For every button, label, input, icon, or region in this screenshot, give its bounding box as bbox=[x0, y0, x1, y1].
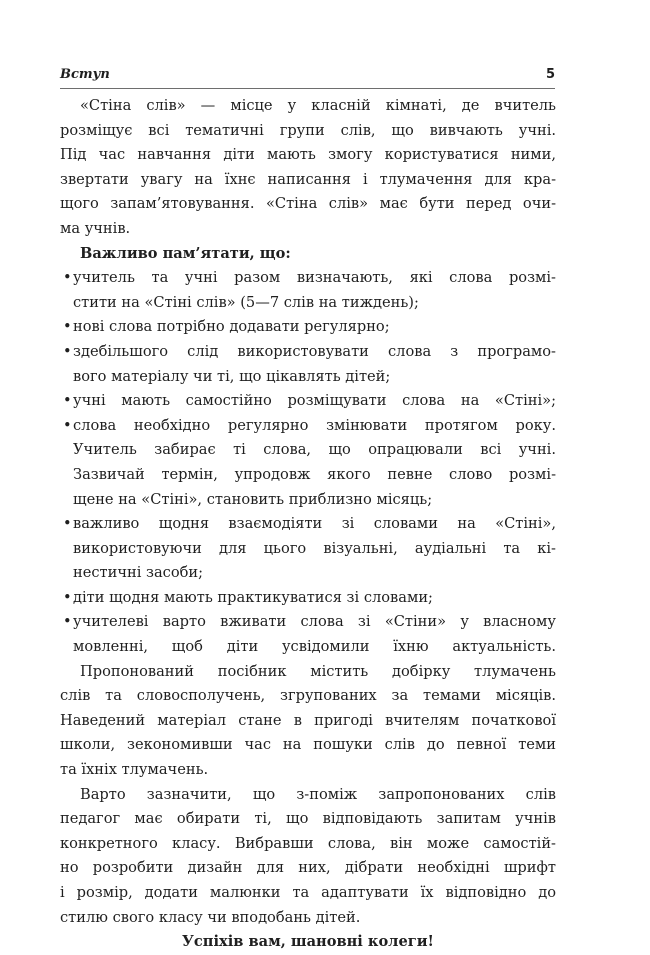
list-item bbox=[60, 586, 556, 611]
closing-wishes: Успіхів вам, шановні колеги! bbox=[182, 933, 434, 951]
paragraph-manual bbox=[60, 660, 556, 783]
text-line: • важливо щодня взаємодіяти зі словами на «Стіні», bbox=[60, 512, 556, 537]
text-line: Під час навчання діти мають змогу користуватися ними, bbox=[60, 146, 556, 164]
text-line: розміщує всі тематичні групи слів, що вивчають учні. bbox=[60, 121, 556, 139]
bullet-icon: • bbox=[63, 269, 72, 287]
text-line: та їхніх тлумачень. bbox=[60, 761, 209, 779]
list-item bbox=[60, 266, 556, 315]
text-line: щене на «Стіні», становить приблизно місяць; bbox=[73, 490, 433, 508]
text-line: слів та словосполучень, згрупованих за темами місяців. bbox=[60, 687, 556, 705]
text-line: • учителеві варто вживати слова зі «Стіни» у власному bbox=[60, 610, 556, 635]
list-item bbox=[60, 512, 556, 586]
bullet-icon: • bbox=[63, 613, 72, 631]
text-line: • нові слова потрібно додавати регулярно; bbox=[60, 315, 556, 340]
text-line: нестичні засоби; bbox=[73, 564, 204, 582]
text-line: • слова необхідно регулярно змінювати протягом року. bbox=[60, 414, 556, 439]
list-item bbox=[60, 340, 556, 389]
text-line: Пропонований посібник містить добірку тлумачень bbox=[80, 662, 556, 680]
list-item bbox=[60, 414, 556, 512]
text-line: мовленні, щоб діти усвідомили їхню актуальність. bbox=[73, 638, 556, 656]
bullet-icon: • bbox=[63, 318, 72, 336]
list-item bbox=[60, 610, 556, 659]
text-line: стилю свого класу чи вподобань дітей. bbox=[60, 908, 361, 926]
bullet-icon: • bbox=[63, 416, 72, 434]
section-title: Вступ bbox=[60, 67, 110, 82]
list-item bbox=[60, 315, 556, 340]
text-line: педагог має обирати ті, що відповідають запитам учнів bbox=[60, 810, 556, 828]
text-line: Наведений матеріал стане в пригоді вчителям початкової bbox=[60, 711, 556, 729]
paragraph-intro bbox=[60, 94, 556, 242]
text-line: «Стіна слів» — місце у класній кімнаті, де вчитель bbox=[80, 97, 556, 114]
text-line: ма учнів. bbox=[60, 219, 131, 237]
text-line: • здебільшого слід використовувати слова з програмо- bbox=[60, 340, 556, 365]
important-heading: Важливо пам’ятати, що: bbox=[80, 244, 291, 262]
text-line: конкретного класу. Вибравши слова, він може самостій- bbox=[60, 834, 556, 852]
bullet-list bbox=[60, 266, 556, 660]
text-line: школи, зекономивши час на пошуки слів до певної теми bbox=[60, 736, 556, 754]
text-line: Учитель забирає ті слова, що опрацювали всі учні. bbox=[73, 441, 556, 459]
text-line: щого запам’ятовування. «Стіна слів» має бути перед очи- bbox=[60, 195, 556, 213]
page-number: 5 bbox=[545, 67, 555, 82]
text-line: но розробити дизайн для них, дібрати необхідні шрифт bbox=[60, 859, 556, 877]
text-line: стити на «Стіні слів» (5—7 слів на тиждень); bbox=[73, 293, 419, 311]
text-line: • учитель та учні разом визначають, які слова розмі- bbox=[60, 266, 556, 291]
list-item bbox=[60, 389, 556, 414]
text-line: • діти щодня мають практикуватися зі словами; bbox=[60, 586, 556, 611]
running-header bbox=[60, 66, 555, 89]
text-line: Зазвичай термін, упродовж якого певне слово розмі- bbox=[73, 465, 556, 483]
text-line: вого матеріалу чи ті, що цікавлять дітей; bbox=[73, 367, 391, 385]
bullet-icon: • bbox=[63, 392, 72, 410]
paragraph-advice bbox=[60, 783, 556, 931]
bullet-icon: • bbox=[63, 515, 72, 533]
text-line: і розмір, додати малюнки та адаптувати їх відповідно до bbox=[60, 884, 556, 901]
text-line: використовуючи для цього візуальні, аудіальні та кі- bbox=[73, 539, 556, 557]
bullet-icon: • bbox=[63, 588, 72, 606]
text-line: Варто зазначити, що з-поміж запропонованих слів bbox=[80, 785, 556, 803]
text-line: • учні мають самостійно розміщувати слова на «Стіні»; bbox=[60, 389, 556, 414]
bullet-icon: • bbox=[63, 342, 72, 360]
text-line: звертати увагу на їхнє написання і тлумачення для кра- bbox=[60, 170, 556, 188]
page-body bbox=[60, 94, 556, 955]
